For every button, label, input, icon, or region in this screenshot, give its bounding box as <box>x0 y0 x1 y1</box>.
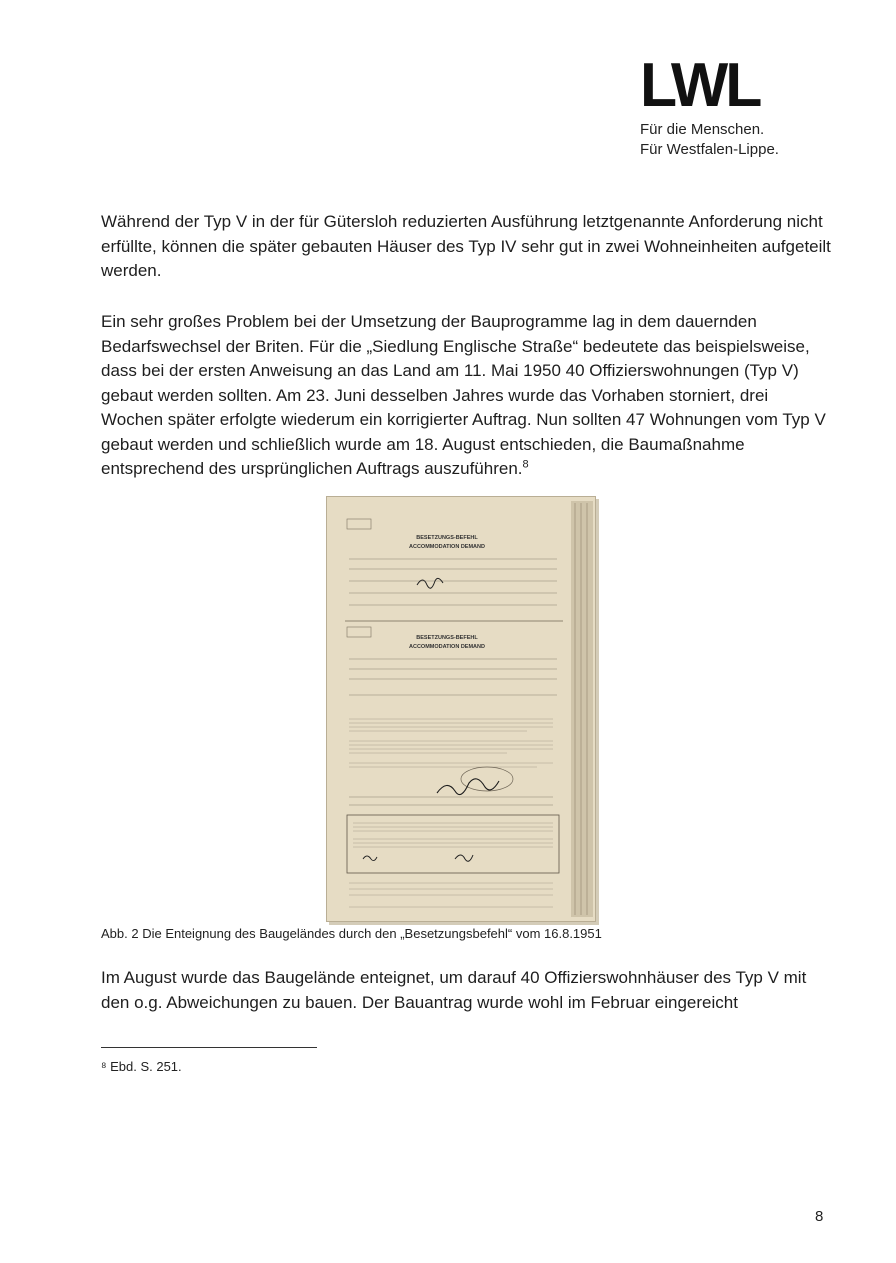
figure-caption: Abb. 2 Die Enteignung des Baugeländes durch den „Besetzungsbefehl“ vom 16.8.1951 <box>101 926 602 941</box>
logo-tagline-1: Für die Menschen. <box>640 121 765 138</box>
body-paragraph-2 <box>101 310 831 482</box>
form-subtitle-2: ACCOMMODATION DEMAND <box>409 644 485 650</box>
scanned-document-image <box>327 497 595 921</box>
figure-scanned-document <box>326 496 596 922</box>
logo-wordmark: LWL <box>640 51 760 120</box>
body-paragraph-2-text: Ein sehr großes Problem bei der Umsetzung der Bauprogramme lag in dem dauernden Bedarfswechsel der Briten. Für die „Siedlung Englische Straße“ bedeutete das beispielsweise, dass bei der ersten Anweisung an das Land am 11. Mai 1950 40 Offizierswohnungen (Typ V) gebaut werden sollten. Am 23. Juni desselben Jahres wurde das Vorhaben storniert, drei Wochen später erfolgte wiederum ein korrigierter Auftrag. Nun sollten 47 Wohnungen vom Typ V gebaut werden und schließlich wurde am 18. August entschieden, die Baumaßnahme entsprechend des ursprünglichen Auftrags auszuführen. <box>101 312 826 478</box>
form-title-1: BESETZUNGS-BEFEHL <box>416 535 478 541</box>
logo-tagline-2: Für Westfalen-Lippe. <box>640 141 779 158</box>
footnote-8: ⁸ Ebd. S. 251. <box>101 1059 182 1074</box>
page-number: 8 <box>815 1208 824 1225</box>
form-subtitle-1: ACCOMMODATION DEMAND <box>409 544 485 550</box>
lwl-logo <box>640 51 820 160</box>
form-title-2: BESETZUNGS-BEFEHL <box>416 635 478 641</box>
footnote-divider <box>101 1047 317 1048</box>
footnote-reference: 8 <box>522 458 529 471</box>
body-paragraph-1: Während der Typ V in der für Gütersloh reduzierten Ausführung letztgenannte Anforderung nicht erfüllte, können die später gebauten Häuser des Typ IV sehr gut in zwei Wohneinheiten aufgeteilt werden. <box>101 212 831 280</box>
body-paragraph-3: Im August wurde das Baugelände enteignet, um darauf 40 Offizierswohnhäuser des Typ V mit den o.g. Abweichungen zu bauen. Der Bauantrag wurde wohl im Februar eingereicht <box>101 968 807 1012</box>
